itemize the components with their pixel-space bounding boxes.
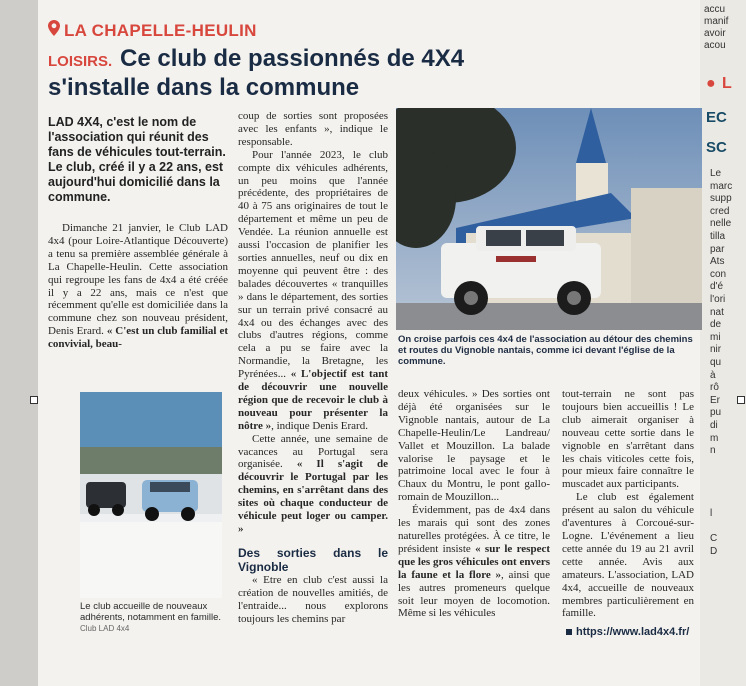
- neighbor-article-strip: [700, 0, 746, 686]
- location-heading: [48, 20, 257, 41]
- bullet-square-icon: [566, 629, 572, 635]
- body-column-1: [48, 222, 228, 351]
- main-photo-caption: On croise parfois ces 4x4 de l'association au détour des chemins et routes du Vignoble nantais, comme ici devant l'église de la commune.: [398, 334, 693, 367]
- body-paragraph: Pour l'année 2023, le club compte dix véhicules adhérents, un peu moins que l'année précédente, des propriétaires de 40 à 75 ans originaires de tout le département et même un peu de Vendée. La réunion annuelle est aussi l'occasion de planifier les sorties annuelles, neuf ou dix en moyenne qui peuvent être : des balades découvertes « tranquilles » dans le département, des sorties sur un terrain privé consacré au 4x4 ou des échanges avec des clubs d'autres régions, comme cela a pu se faire avec la Normandie, la Bretagne, les Pyrénées...: [238, 148, 388, 381]
- location-pin-icon: [48, 20, 60, 41]
- neighbor-text-line: marc: [710, 180, 733, 192]
- body-quote: « sur le respect que les gros véhicules ont envers la faune et la flore »: [398, 542, 550, 581]
- neighbor-text-line: n: [710, 445, 716, 457]
- section-kicker: LOISIRS.: [48, 53, 113, 70]
- neighbor-text-line: l'ori: [710, 294, 726, 305]
- body-quote: « L'objectif est tant de découvrir une nouvelle région que de recevoir le club à nouveau pour présenter la nôtre »: [238, 368, 388, 432]
- resize-handle-right[interactable]: [737, 396, 745, 404]
- neighbor-text-line: Le: [710, 168, 722, 179]
- neighbor-text-line: acou: [704, 40, 726, 51]
- snow-4x4-photo: [80, 392, 222, 598]
- neighbor-text-line: de: [710, 319, 722, 331]
- body-paragraph: coup de sorties sont proposées avec les enfants », indique le responsable.: [238, 110, 388, 148]
- church-4x4-photo: [396, 108, 702, 330]
- body-paragraph: Dimanche 21 janvier, le Club LAD 4x4 (pour Loire-Atlantique Découverte) a tenu sa première assemblée générale à La Chapelle-Heulin. Cette association qui regroupe les fans de 4x4 a été créée il y a 22 ans, mais ce n'est que récemment qu'elle est domiciliée dans la commune chez son nouveau président, Denis Erard.: [48, 222, 228, 338]
- neighbor-text-line: nat: [710, 306, 724, 318]
- neighbor-text-line: manif: [704, 16, 729, 27]
- small-photo-caption-text: Le club accueille de nouveaux adhérents, notamment en famille.: [80, 601, 221, 623]
- body-paragraph: Évidemment, pas de 4x4 dans les marais qui sont des zones naturelles protégées. À ce titre, le président insiste: [398, 504, 550, 555]
- headline-line-2: s'installe dans la commune: [48, 74, 360, 101]
- neighbor-text-line: C: [710, 533, 718, 545]
- neighbor-location: L: [722, 75, 732, 92]
- neighbor-text-line: m: [710, 432, 719, 444]
- body-text: , indique Denis Erard.: [271, 419, 368, 432]
- body-paragraph: tout-terrain ne sont pas toujours bien accueillis ! Le club aimerait organiser à nouveau cette sortie dans le vignoble en s'arrêtant dans les chais viticoles cette fois, pour mieux faire connaître le muscadet aux participants.: [562, 388, 694, 491]
- neighbor-text-line: Ats: [710, 256, 725, 268]
- neighbor-text-line: supp: [710, 193, 732, 205]
- neighbor-text-line: nelle: [710, 218, 732, 230]
- resize-handle-left[interactable]: [30, 396, 38, 404]
- neighbor-text-line: di: [710, 420, 718, 431]
- body-column-2: [238, 110, 388, 626]
- body-quote: « C'est un club familial et convivial, beau-: [48, 325, 229, 351]
- headline-line-1: Ce club de passionnés de 4X4: [120, 45, 465, 72]
- location-label: LA CHAPELLE-HEULIN: [64, 21, 257, 40]
- body-paragraph: Cette année, une semaine de vacances au Portugal sera organisée.: [238, 432, 388, 471]
- body-column-4: [562, 388, 694, 620]
- body-quote: « Il s'agit de découvrir le Portugal par les chemins, en s'arrêtant dans des sites où chaque conducteur de véhicule peut loger ou camper. »: [238, 458, 388, 535]
- neighbor-title-line: EC: [706, 109, 727, 126]
- body-paragraph: « Etre en club c'est aussi la création de nouvelles amitiés, de l'entraide... nous explorons toujours les chemins par: [238, 573, 388, 625]
- neighbor-text-line: D: [710, 546, 718, 557]
- body-text: , ainsi que les autres promeneurs quelque soit leur moyen de locomotion. Même si les véhicules: [398, 568, 550, 620]
- club-website-link[interactable]: [566, 626, 689, 638]
- neighbor-text-line: avoir: [704, 28, 726, 39]
- club-website-url: https://www.lad4x4.fr/: [576, 626, 690, 638]
- neighbor-text-line: cred: [710, 205, 730, 217]
- neighbor-text-line: Er: [710, 394, 720, 406]
- neighbor-text-line: mi: [710, 331, 721, 343]
- neighbor-text-line: pu: [710, 407, 722, 419]
- article-lead: LAD 4X4, c'est le nom de l'association qui réunit des fans de véhicules tout-terrain. Le club, créé il y a 22 ans, est aujourd'hui domicilié dans la commune.: [48, 115, 226, 204]
- neighbor-text-line: par: [710, 243, 725, 255]
- subheading: Des sorties dans le Vignoble: [238, 545, 388, 574]
- small-photo-caption: [80, 601, 222, 634]
- neighbor-text-line: accu: [704, 4, 726, 15]
- body-column-3: [398, 388, 550, 620]
- neighbor-title-line: SC: [706, 139, 727, 156]
- neighbor-text-line: d'é: [710, 281, 724, 293]
- neighbor-text-line: tilla: [710, 231, 726, 242]
- body-paragraph: Le club est également présent au salon du véhicule d'aventures à Corcoué-sur-Logne. L'événement a lieu cette année du 19 au 21 avril cette année. Avis aux amateurs. L'association, LAD 4x4, accueille de nouveaux membres particulièrement en famille.: [562, 491, 694, 620]
- neighbor-text-line: qu: [710, 357, 722, 368]
- neighbor-text-line: con: [710, 268, 727, 280]
- body-paragraph: deux véhicules. » Des sorties ont déjà été organisées sur le Vignoble nantais, autour de La Chapelle-Heulin/Le Landreau/ Vallet et Mouzillon. La balade valorise le paysage et le patrimoine local avec le four à Chaux du Montru, le pont gallo-romain de Mouzillon...: [398, 388, 550, 504]
- neighbor-text-line: à: [710, 369, 716, 381]
- neighbor-text-line: l: [710, 508, 713, 520]
- photo-credit: Club LAD 4x4: [80, 624, 130, 633]
- location-pin-icon: ●: [706, 75, 716, 92]
- neighbor-text-line: nir: [710, 344, 722, 356]
- neighbor-text-line: rô: [710, 382, 719, 394]
